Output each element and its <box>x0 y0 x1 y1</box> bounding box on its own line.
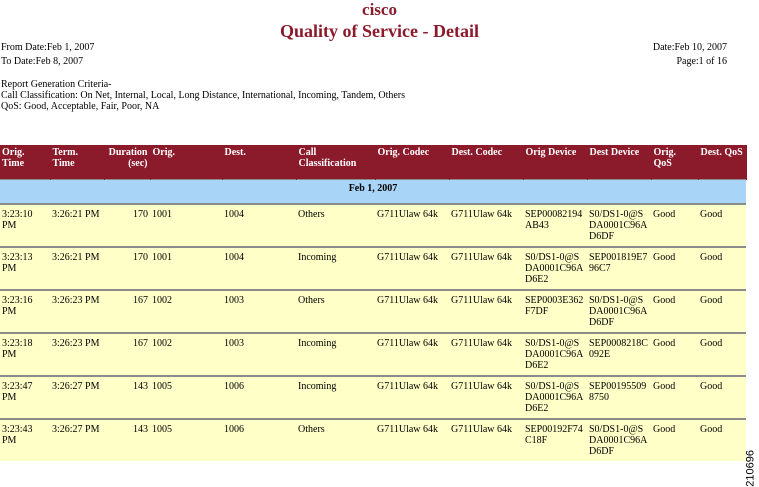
cell-orig-time: 3:23:47 PM <box>0 376 50 419</box>
cell-orig-time: 3:23:13 PM <box>0 247 50 290</box>
cell-duration: 143 <box>104 419 150 461</box>
figure-id: 210696 <box>745 450 757 487</box>
cell-dest: 1006 <box>222 376 296 419</box>
cell-term-time: 3:26:23 PM <box>50 290 104 333</box>
cell-classification: Incoming <box>296 376 375 419</box>
col-orig-device: Orig Device <box>523 145 587 180</box>
cell-dest: 1003 <box>222 290 296 333</box>
cell-classification: Incoming <box>296 247 375 290</box>
cell-orig-qos: Good <box>651 333 698 376</box>
cell-orig-device: S0/DS1-0@SDA0001C96AD6E2 <box>523 376 587 419</box>
cell-term-time: 3:26:21 PM <box>50 247 104 290</box>
cell-orig-qos: Good <box>651 419 698 461</box>
cell-dest: 1003 <box>222 333 296 376</box>
cell-term-time: 3:26:27 PM <box>50 376 104 419</box>
col-duration: Duration (sec) <box>104 145 150 180</box>
cell-orig-codec: G711Ulaw 64k <box>375 247 449 290</box>
cell-dest-qos: Good <box>698 204 746 247</box>
date-group-label: Feb 1, 2007 <box>0 180 746 205</box>
col-orig-qos: Orig. QoS <box>651 145 698 180</box>
cell-term-time: 3:26:27 PM <box>50 419 104 461</box>
cell-duration: 167 <box>104 333 150 376</box>
cell-term-time: 3:26:21 PM <box>50 204 104 247</box>
col-dest: Dest. <box>222 145 296 180</box>
cell-orig-device: S0/DS1-0@SDA0001C96AD6E2 <box>523 247 587 290</box>
cell-dest-codec: G711Ulaw 64k <box>449 376 523 419</box>
cell-classification: Others <box>296 204 375 247</box>
cell-orig-qos: Good <box>651 247 698 290</box>
cell-dest-qos: Good <box>698 247 746 290</box>
cell-orig: 1001 <box>150 204 222 247</box>
criteria-qos: QoS: Good, Acceptable, Fair, Poor, NA <box>1 101 160 112</box>
cell-dest-qos: Good <box>698 419 746 461</box>
cell-dest-codec: G711Ulaw 64k <box>449 204 523 247</box>
cell-dest-codec: G711Ulaw 64k <box>449 419 523 461</box>
cell-dest-codec: G711Ulaw 64k <box>449 333 523 376</box>
cell-orig-qos: Good <box>651 204 698 247</box>
cell-dest-device: SEP001819E796C7 <box>587 247 651 290</box>
cell-orig-qos: Good <box>651 290 698 333</box>
cell-orig-codec: G711Ulaw 64k <box>375 290 449 333</box>
cell-orig-time: 3:23:43 PM <box>0 419 50 461</box>
cell-duration: 170 <box>104 247 150 290</box>
cell-orig-time: 3:23:16 PM <box>0 290 50 333</box>
col-dest-codec: Dest. Codec <box>449 145 523 180</box>
cell-orig-codec: G711Ulaw 64k <box>375 376 449 419</box>
cell-dest-device: S0/DS1-0@SDA0001C96AD6DF <box>587 419 651 461</box>
cell-dest-qos: Good <box>698 333 746 376</box>
cell-orig-codec: G711Ulaw 64k <box>375 333 449 376</box>
cell-dest: 1004 <box>222 204 296 247</box>
cell-orig-time: 3:23:10 PM <box>0 204 50 247</box>
col-term-time: Term. Time <box>50 145 104 180</box>
criteria-call-classification: Call Classification: On Net, Internal, Local, Long Distance, International, Incoming, Tandem, Others <box>1 90 406 101</box>
col-orig-codec: Orig. Codec <box>375 145 449 180</box>
col-orig: Orig. <box>150 145 222 180</box>
cell-orig: 1002 <box>150 333 222 376</box>
page-number: Page:1 of 16 <box>676 56 727 67</box>
cell-orig: 1005 <box>150 419 222 461</box>
col-dest-qos: Dest. QoS <box>698 145 746 180</box>
cell-orig-device: S0/DS1-0@SDA0001C96AD6E2 <box>523 333 587 376</box>
cell-classification: Incoming <box>296 333 375 376</box>
cell-orig-device: SEP00192F74C18F <box>523 419 587 461</box>
table-row <box>0 333 746 376</box>
cell-orig-device: SEP00082194AB43 <box>523 204 587 247</box>
table-row <box>0 204 746 247</box>
cell-duration: 170 <box>104 204 150 247</box>
col-dest-device: Dest Device <box>587 145 651 180</box>
cell-classification: Others <box>296 419 375 461</box>
col-call-classification: Call Classification <box>296 145 375 180</box>
cell-dest-device: SEP001955098750 <box>587 376 651 419</box>
qos-detail-table <box>0 145 747 461</box>
brand-logo-text: cisco <box>362 0 397 19</box>
cell-dest-device: S0/DS1-0@SDA0001C96AD6DF <box>587 204 651 247</box>
table-header-row <box>0 145 746 180</box>
cell-dest-device: S0/DS1-0@SDA0001C96AD6DF <box>587 290 651 333</box>
page-title: Quality of Service - Detail <box>280 21 479 41</box>
cell-orig-codec: G711Ulaw 64k <box>375 419 449 461</box>
cell-dest-codec: G711Ulaw 64k <box>449 247 523 290</box>
table-row <box>0 376 746 419</box>
report-criteria <box>1 79 405 112</box>
cell-dest-codec: G711Ulaw 64k <box>449 290 523 333</box>
table-row <box>0 290 746 333</box>
col-orig-time: Orig. Time <box>0 145 50 180</box>
cell-term-time: 3:26:23 PM <box>50 333 104 376</box>
cell-orig-qos: Good <box>651 376 698 419</box>
cell-orig-device: SEP0003E362F7DF <box>523 290 587 333</box>
cell-dest: 1004 <box>222 247 296 290</box>
cell-dest-device: SEP0008218C092E <box>587 333 651 376</box>
criteria-heading: Report Generation Criteria- <box>1 79 112 90</box>
table-row <box>0 419 746 461</box>
table-row <box>0 247 746 290</box>
cell-orig-codec: G711Ulaw 64k <box>375 204 449 247</box>
from-date: From Date:Feb 1, 2007 <box>1 42 95 53</box>
cell-orig-time: 3:23:18 PM <box>0 333 50 376</box>
cell-duration: 167 <box>104 290 150 333</box>
date-group-row <box>0 180 746 205</box>
cell-duration: 143 <box>104 376 150 419</box>
cell-classification: Others <box>296 290 375 333</box>
cell-orig: 1002 <box>150 290 222 333</box>
cell-dest: 1006 <box>222 419 296 461</box>
cell-dest-qos: Good <box>698 290 746 333</box>
cell-orig: 1005 <box>150 376 222 419</box>
cell-orig: 1001 <box>150 247 222 290</box>
report-date: Date:Feb 10, 2007 <box>652 42 727 53</box>
to-date: To Date:Feb 8, 2007 <box>1 56 84 67</box>
cell-dest-qos: Good <box>698 376 746 419</box>
